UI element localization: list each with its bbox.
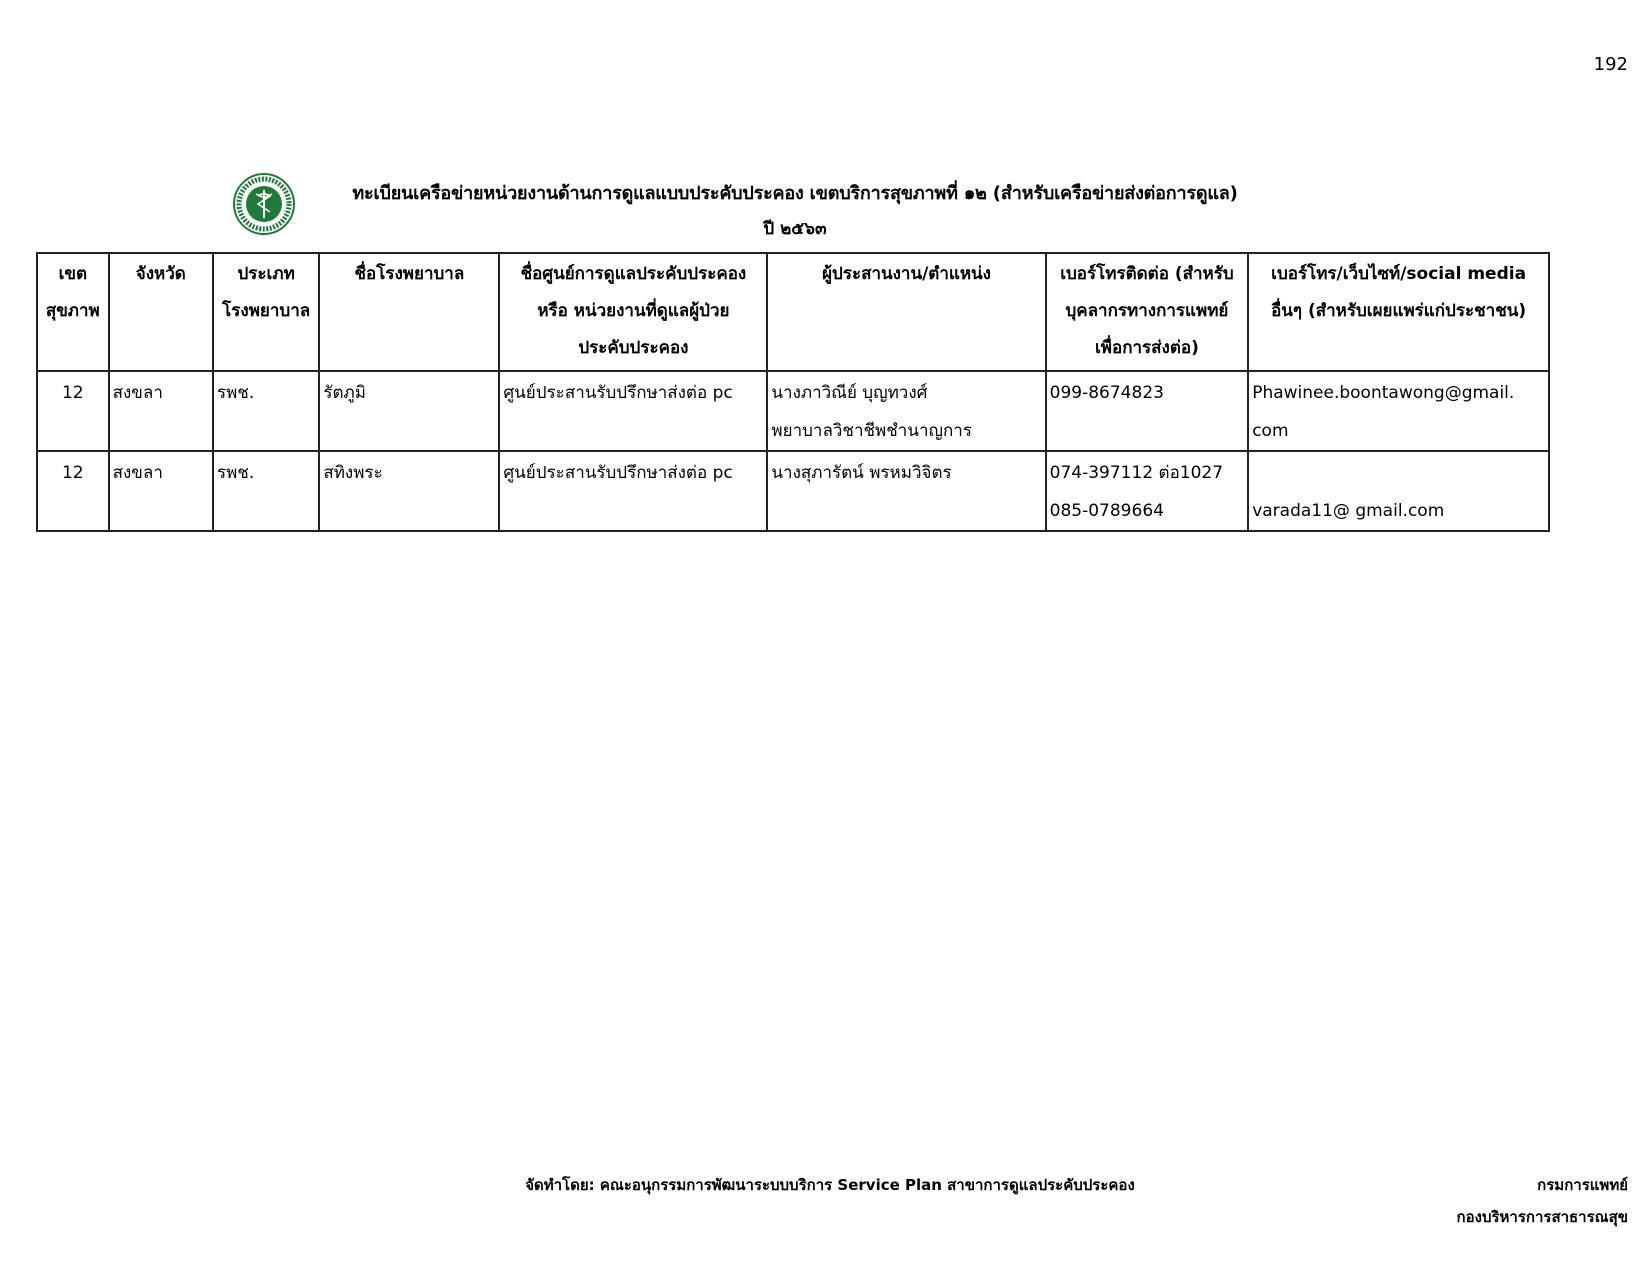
cell-hospital-type: รพช. [213,371,319,451]
header-coordinator: ผู้ประสานงาน/ตำแหน่ง [767,253,1045,371]
footer-division: กองบริหารการสาธารณสุข [1456,1208,1628,1226]
table-row [37,371,1549,451]
cell-public-contact: Phawinee.boontawong@gmail. com [1248,371,1549,451]
header-phone: เบอร์โทรติดต่อ (สำหรับ บุคลากรทางการแพทย์ เพื่อการส่งต่อ) [1046,253,1249,371]
footer-prepared-by: จัดทำโดย: คณะอนุกรรมการพัฒนาระบบบริการ Service Plan สาขาการดูแลประคับประคอง [525,1176,1135,1194]
cell-phone: 099-8674823 [1046,371,1249,451]
cell-hospital-name: รัตภูมิ [319,371,499,451]
header-hospital-type: ประเภท โรงพยาบาล [213,253,319,371]
cell-hospital-name: สทิงพระ [319,451,499,531]
document-title: ทะเบียนเครือข่ายหน่วยงานด้านการดูแลแบบประคับประคอง เขตบริการสุขภาพที่ ๑๒ (สำหรับเครือข่ายส่งต่อการดูแล) [352,183,1238,204]
cell-center-name: ศูนย์ประสานรับปรึกษาส่งต่อ pc [499,451,767,531]
cell-region: 12 [37,371,109,451]
cell-hospital-type: รพช. [213,451,319,531]
header-region: เขต สุขภาพ [37,253,109,371]
header-center-name: ชื่อศูนย์การดูแลประคับประคอง หรือ หน่วยงานที่ดูแลผู้ป่วย ประคับประคอง [499,253,767,371]
header-public-contact: เบอร์โทร/เว็บไซท์/social media อื่นๆ (สำหรับเผยแพร่แก่ประชาชน) [1248,253,1549,371]
page-number: 192 [1593,54,1628,75]
table-row [37,451,1549,531]
cell-center-name: ศูนย์ประสานรับปรึกษาส่งต่อ pc [499,371,767,451]
header-hospital-name: ชื่อโรงพยาบาล [319,253,499,371]
ministry-seal-icon [232,172,296,236]
cell-public-contact: varada11@ gmail.com [1248,451,1549,531]
header-province: จังหวัด [109,253,213,371]
document-year: ปี ๒๕๖๓ [763,219,827,239]
network-registry-table [36,252,1550,532]
cell-phone: 074-397112 ต่อ1027 085-0789664 [1046,451,1249,531]
footer-department: กรมการแพทย์ [1537,1176,1628,1194]
cell-coordinator: นางสุภารัตน์ พรหมวิจิตร [767,451,1045,531]
cell-region: 12 [37,451,109,531]
cell-coordinator: นางภาวิณีย์ บุญทวงศ์ พยาบาลวิชาชีพชำนาญการ [767,371,1045,451]
cell-province: สงขลา [109,451,213,531]
table-header-row [37,253,1549,371]
cell-province: สงขลา [109,371,213,451]
